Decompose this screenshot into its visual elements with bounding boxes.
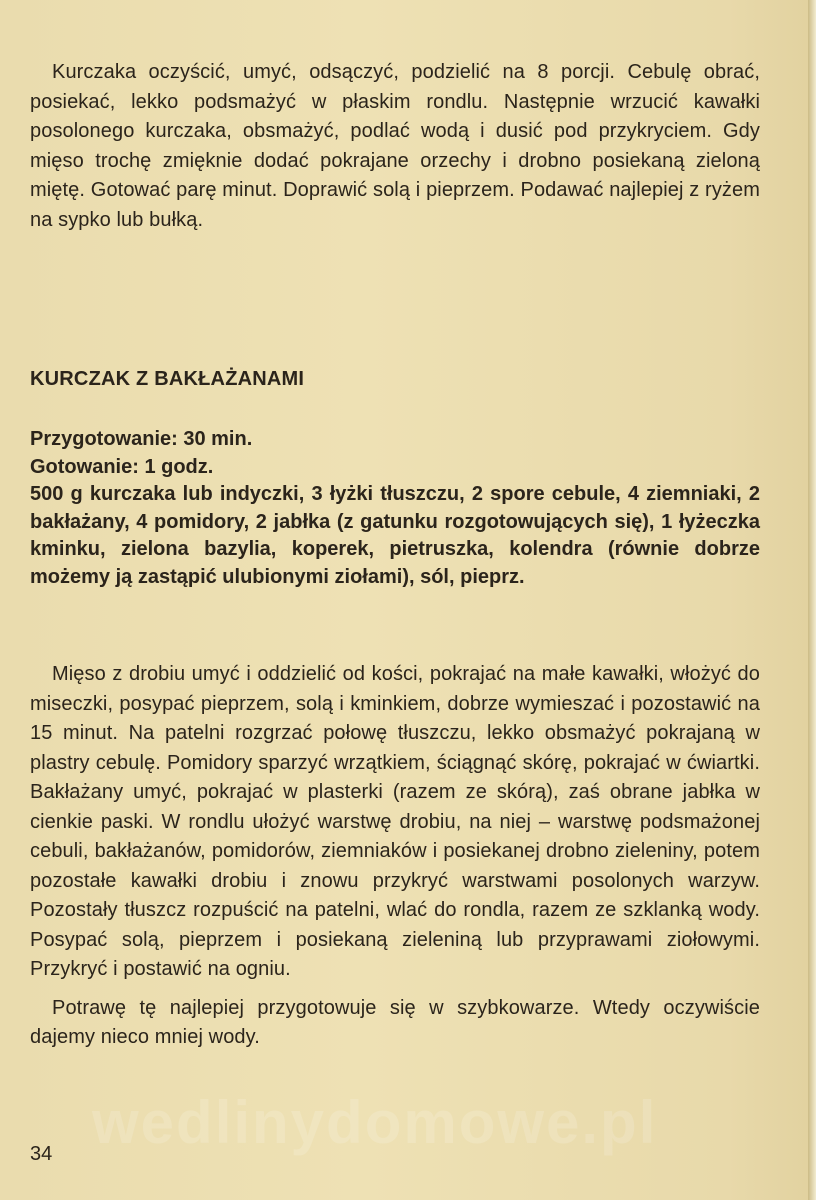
intro-paragraph: Kurczaka oczyścić, umyć, odsączyć, podzielić na 8 porcji. Cebulę obrać, posiekać, lekko podsmażyć w płaskim rondlu. Następnie wrzucić kawałki posolonego kurczaka, obsmażyć, podlać wodą i dusić pod przykryciem. Gdy mięso trochę zmięknie dodać pokrajane orzechy i drobno posiekaną zieloną miętę. Gotować parę minut. Doprawić solą i pieprzem. Podawać najlepiej z ryżem na sypko lub bułką. xyxy=(30,61,760,231)
method-text xyxy=(30,660,760,1053)
method-paragraph: Potrawę tę najlepiej przygotowuje się w szybkowarze. Wtedy oczywiście dajemy nieco mniej wody. xyxy=(30,996,760,1048)
watermark: wedlinydomowe.pl xyxy=(92,1089,658,1156)
cook-time: Gotowanie: 1 godz. xyxy=(30,455,214,478)
page-number: 34 xyxy=(30,1143,53,1165)
recipe-meta xyxy=(30,426,760,591)
recipe-title: KURCZAK Z BAKŁAŻANAMI xyxy=(30,368,305,390)
method-paragraph: Mięso z drobiu umyć i oddzielić od kości, pokrajać na małe kawałki, włożyć do miseczki, posypać pieprzem, solą i kminkiem, dobrze wymieszać i pozostawić na 15 minut. Na patelni rozgrzać połowę tłuszczu, lekko obsmażyć pokrajaną w plastry cebulę. Pomidory sparzyć wrzątkiem, ściągnąć skórę, pokrajać w ćwiartki. Bakłażany umyć, pokrajać w plasterki (razem ze skórą), zaś obrane jabłka w cienkie paski. W rondlu ułożyć warstwę drobiu, na niej – warstwę podsmażonej cebuli, bakłażanów, pomidorów, ziemniaków i posiekanej drobno zieleniny, potem pozostałe kawałki drobiu i znowu przykryć warstwami posolonych warzyw. Pozostały tłuszcz rozpuścić na patelni, wlać do rondla, razem ze szklanką wody. Posypać solą, pieprzem i posiekaną zieleniną lub przyprawami ziołowymi. Przykryć i postawić na ogniu. xyxy=(30,663,760,980)
ingredients-list: 500 g kurczaka lub indyczki, 3 łyżki tłuszczu, 2 spore cebule, 4 ziemniaki, 2 bakłażany, 4 pomidory, 2 jabłka (z gatunku rozgotowujących się), 1 łyżeczka kminku, zielona bazylia, koperek, pietruszka, kolendra (równie dobrze możemy ją zastąpić ulubionymi ziołami), sól, pieprz. xyxy=(30,483,760,588)
page-edge xyxy=(808,0,816,1200)
prep-time: Przygotowanie: 30 min. xyxy=(30,428,253,450)
intro-text xyxy=(30,58,760,235)
